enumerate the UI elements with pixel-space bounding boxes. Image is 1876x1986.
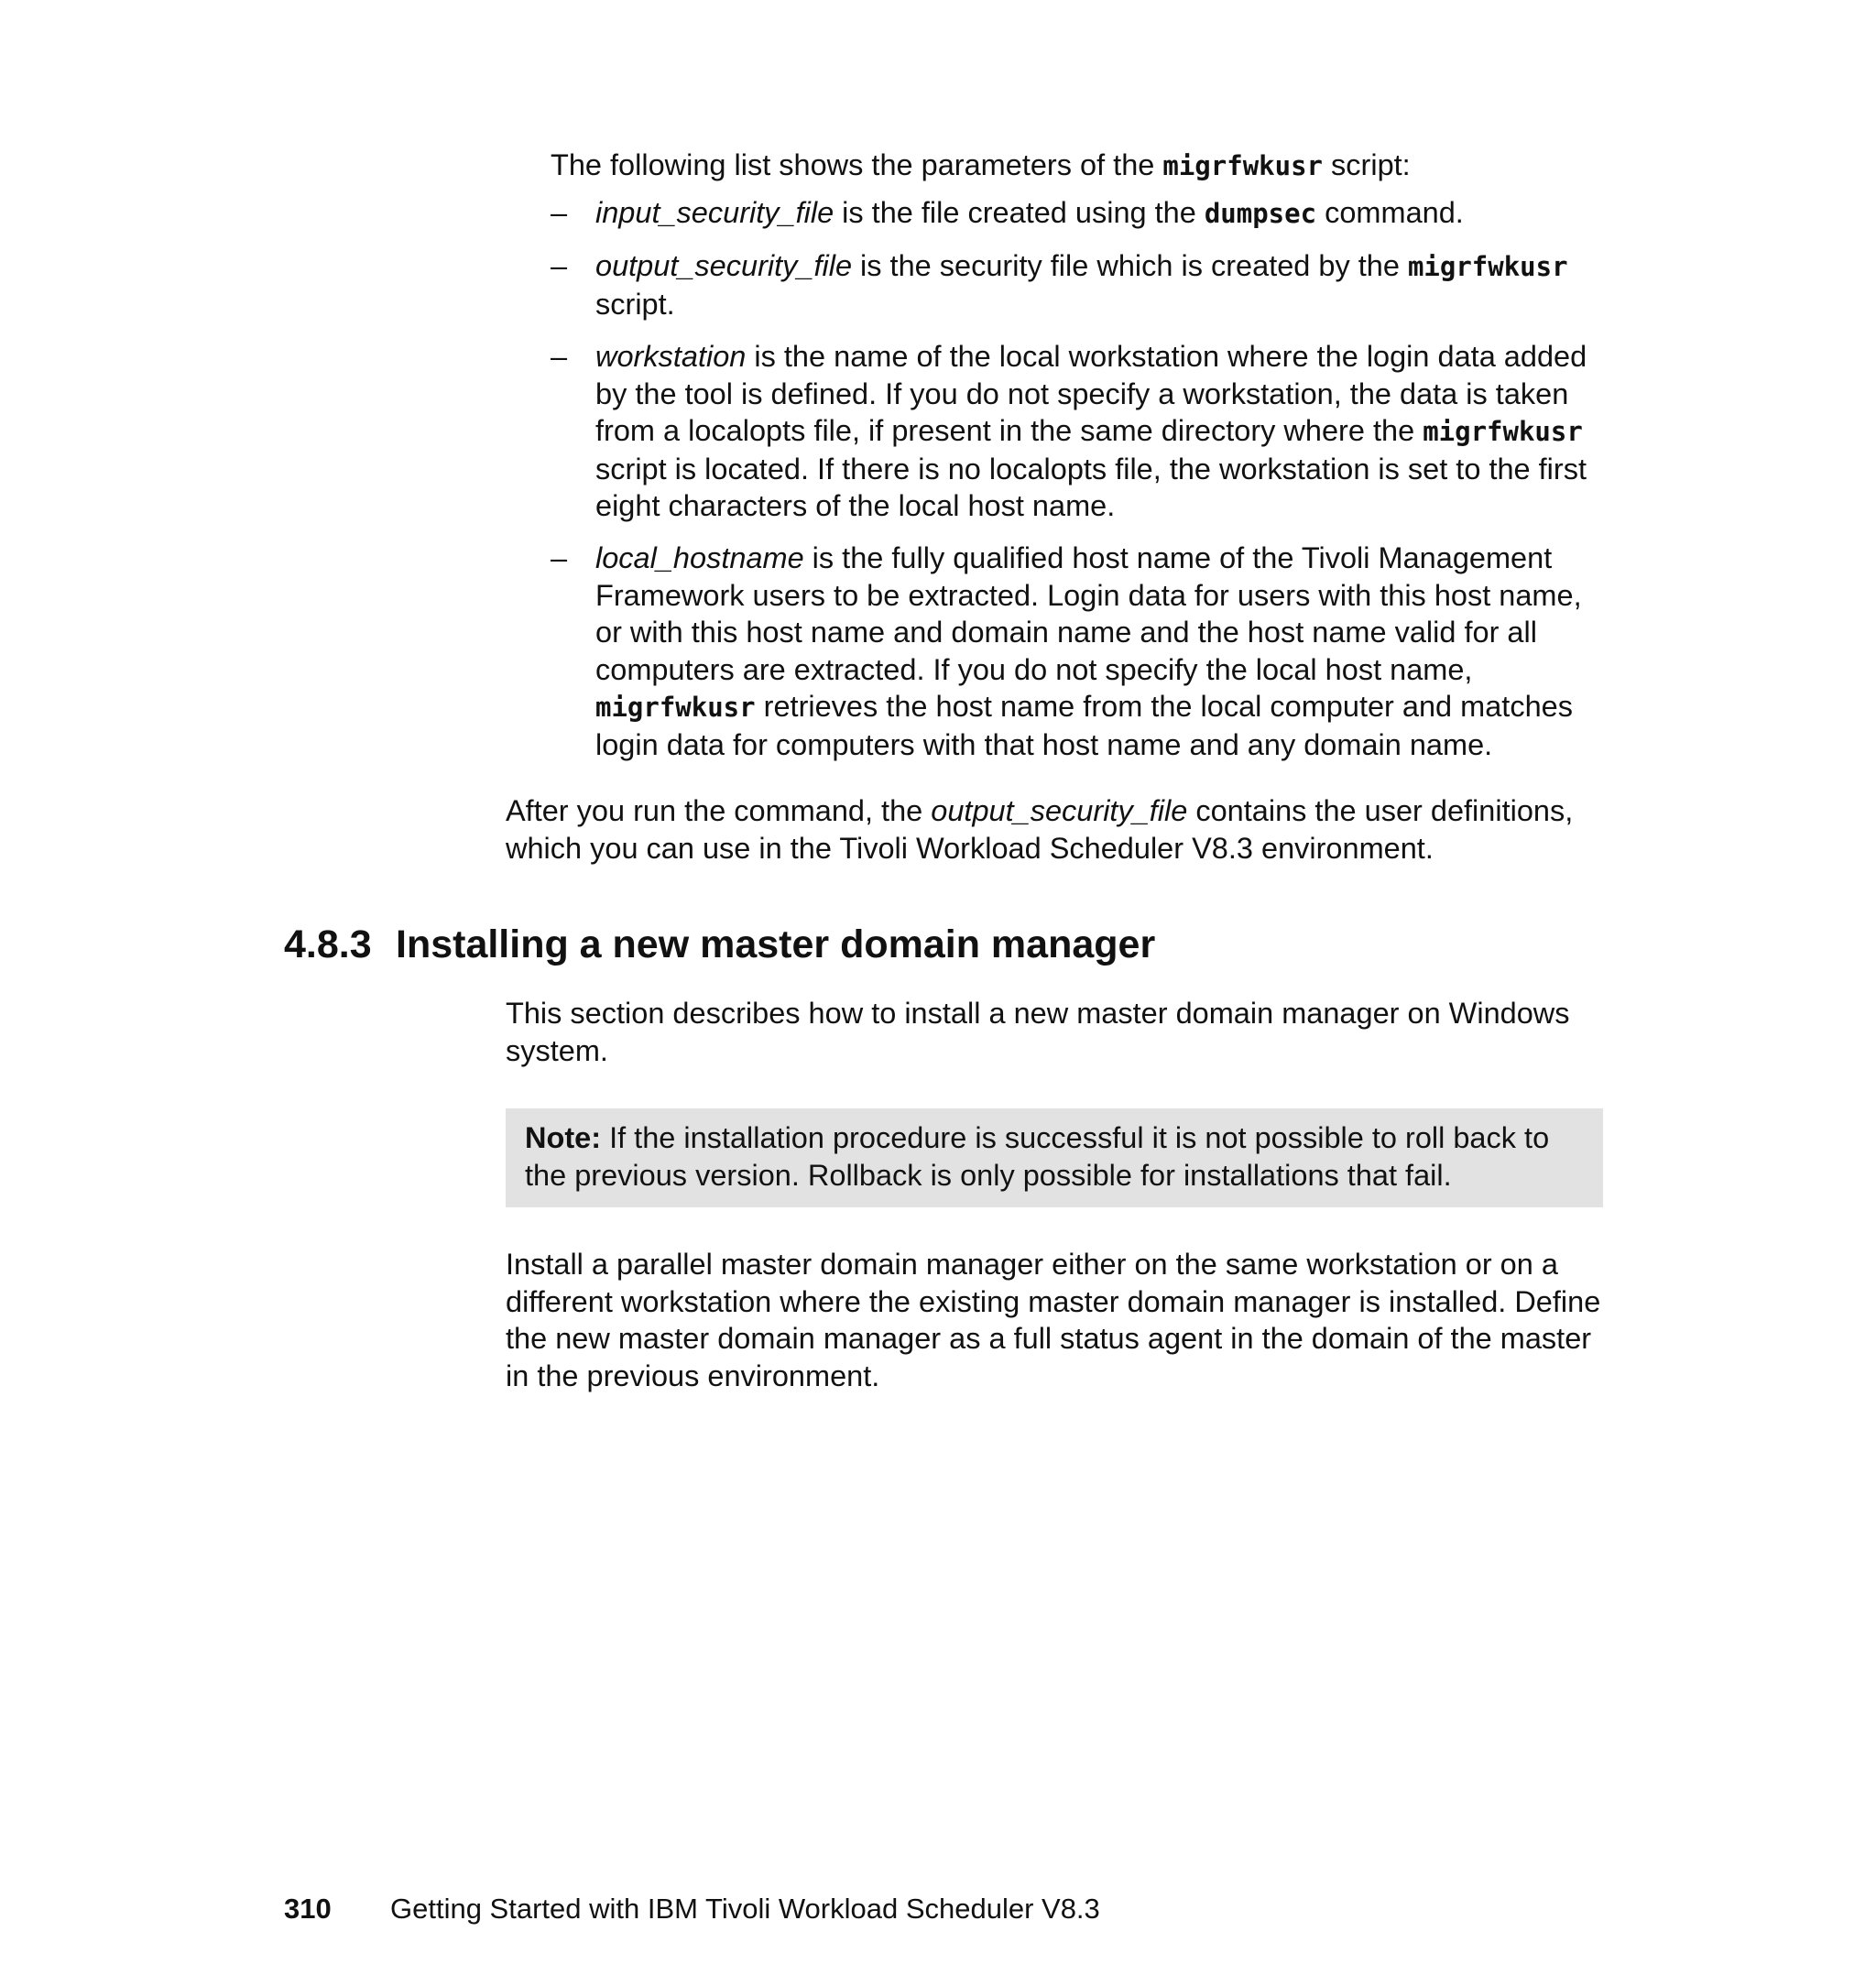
after-run-text-end: contains the user definitions, which you can use in the Tivoli Workload Scheduler V8.3 environment. bbox=[506, 794, 1574, 865]
note-box bbox=[506, 1108, 1603, 1207]
list-dash: – bbox=[551, 541, 568, 574]
param-code: dumpsec bbox=[1204, 198, 1317, 229]
script-name-code: migrfwkusr bbox=[1162, 150, 1323, 181]
param-code: migrfwkusr bbox=[595, 692, 756, 723]
param-term: input_security_file bbox=[595, 196, 834, 229]
note-content bbox=[525, 1119, 1587, 1194]
param-term: output_security_file bbox=[595, 249, 853, 282]
page-number: 310 bbox=[284, 1893, 332, 1925]
param-description bbox=[595, 338, 1613, 525]
note-label: Note: bbox=[525, 1121, 602, 1154]
after-run-paragraph bbox=[506, 792, 1614, 867]
param-text-end: retrieves the host name from the local computer and matches login data for computers with that host name and any domain name. bbox=[595, 690, 1573, 761]
param-text: is the name of the local workstation where the login data added by the tool is defined. If you do not specify a workstation, the data is taken from a localopts file, if present in the same directory where the bbox=[595, 340, 1587, 447]
param-text-end: script. bbox=[595, 287, 675, 321]
param-text: is the file created using the bbox=[834, 196, 1205, 229]
param-term: workstation bbox=[595, 340, 747, 373]
page-footer bbox=[284, 1891, 1100, 1927]
param-text-end: command. bbox=[1316, 196, 1464, 229]
list-dash: – bbox=[551, 249, 568, 282]
note-text: If the installation procedure is successful it is not possible to roll back to the previous version. Rollback is only possible for installations that fail. bbox=[525, 1121, 1550, 1192]
param-code: migrfwkusr bbox=[1423, 416, 1583, 447]
param-text-end: script is located. If there is no localopts file, the workstation is set to the first eight characters of the local host name. bbox=[595, 452, 1587, 522]
param-text: is the security file which is created by the bbox=[852, 249, 1408, 282]
book-title: Getting Started with IBM Tivoli Workload Scheduler V8.3 bbox=[390, 1893, 1100, 1925]
after-run-text: After you run the command, the bbox=[506, 794, 932, 827]
param-text: is the fully qualified host name of the Tivoli Management Framework users to be extracted. Login data for users with this host name, or with this host name and domain name and the host name valid for all computers are extracted. If you do not specify the local host name, bbox=[595, 541, 1582, 686]
param-description bbox=[595, 194, 1613, 233]
install-paragraph: Install a parallel master domain manager either on the same workstation or on a different workstation where the existing master domain manager is installed. Define the new master domain manager as a full status agent in the domain of the master in the previous environment. bbox=[506, 1248, 1601, 1392]
list-dash: – bbox=[551, 340, 568, 373]
param-description bbox=[595, 540, 1613, 763]
param-term: local_hostname bbox=[595, 541, 804, 574]
intro-text: The following list shows the parameters of the bbox=[551, 148, 1163, 181]
parameters-intro bbox=[551, 147, 1613, 185]
intro-text-end: script: bbox=[1323, 148, 1411, 181]
output-file-term: output_security_file bbox=[931, 794, 1188, 827]
param-description bbox=[595, 247, 1613, 322]
section-number: 4.8.3 bbox=[284, 922, 372, 966]
param-code: migrfwkusr bbox=[1407, 251, 1568, 282]
list-dash: – bbox=[551, 196, 568, 229]
section-heading bbox=[284, 921, 1155, 968]
section-description: This section describes how to install a new master domain manager on Windows system. bbox=[506, 997, 1570, 1067]
section-title: Installing a new master domain manager bbox=[396, 922, 1156, 966]
